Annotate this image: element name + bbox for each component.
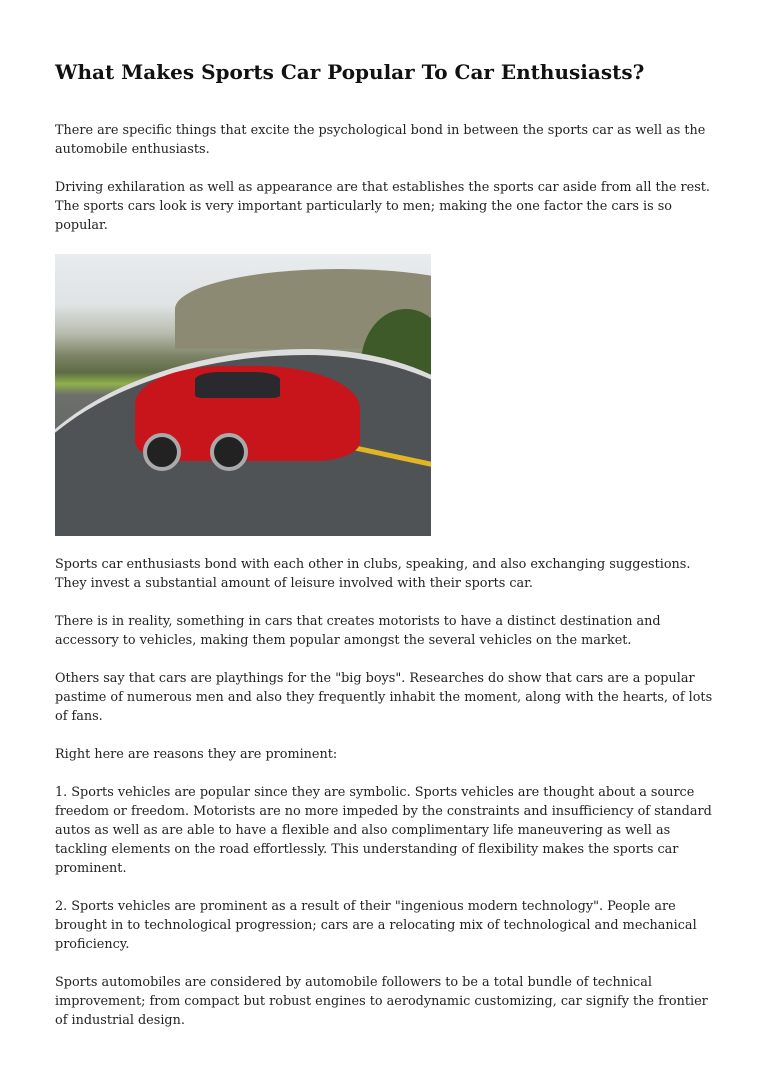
paragraph: Right here are reasons they are prominent: bbox=[55, 747, 338, 762]
document bbox=[55, 58, 720, 1049]
paragraph: Others say that cars are playthings for the "big boys". Researches do show that cars are a popular pastime of numerous men and also they frequently inhabit the moment, along with the hearts, of lots of fans. bbox=[55, 671, 713, 724]
paragraph: There are specific things that excite the psychological bond in between the sports car as well as the automobile enthusiasts. bbox=[55, 123, 706, 157]
paragraph: Sports automobiles are considered by automobile followers to be a total bundle of technical improvement; from compact but robust engines to aerodynamic customizing, car signify the frontier of industrial design. bbox=[55, 975, 708, 1028]
paragraph: 2. Sports vehicles are prominent as a result of their "ingenious modern technology". People are brought in to technological progression; cars are a relocating mix of technological and mechanical proficiency. bbox=[55, 899, 697, 952]
paragraph: Driving exhilaration as well as appearance are that establishes the sports car aside from all the rest. The sports cars look is very important particularly to men; making the one factor the cars is so popular. bbox=[55, 180, 710, 233]
wheel bbox=[143, 433, 181, 471]
paragraph: Sports car enthusiasts bond with each other in clubs, speaking, and also exchanging suggestions. They invest a substantial amount of leisure involved with their sports car. bbox=[55, 557, 691, 591]
page-title: What Makes Sports Car Popular To Car Enthusiasts? bbox=[55, 60, 645, 84]
red-sports-car-photo bbox=[55, 254, 431, 536]
wheel bbox=[210, 433, 248, 471]
windshield bbox=[195, 372, 280, 398]
red-car bbox=[135, 366, 360, 461]
paragraph: There is in reality, something in cars that creates motorists to have a distinct destination and accessory to vehicles, making them popular amongst the several vehicles on the market. bbox=[55, 614, 661, 648]
paragraph: 1. Sports vehicles are popular since they are symbolic. Sports vehicles are thought about a source freedom or freedom. Motorists are no more impeded by the constraints and insufficiency of standard autos as well as are able to have a flexible and also complimentary life maneuvering as well as tackling elements on the road effortlessly. This understanding of flexibility makes the sports car prominent. bbox=[55, 785, 712, 876]
